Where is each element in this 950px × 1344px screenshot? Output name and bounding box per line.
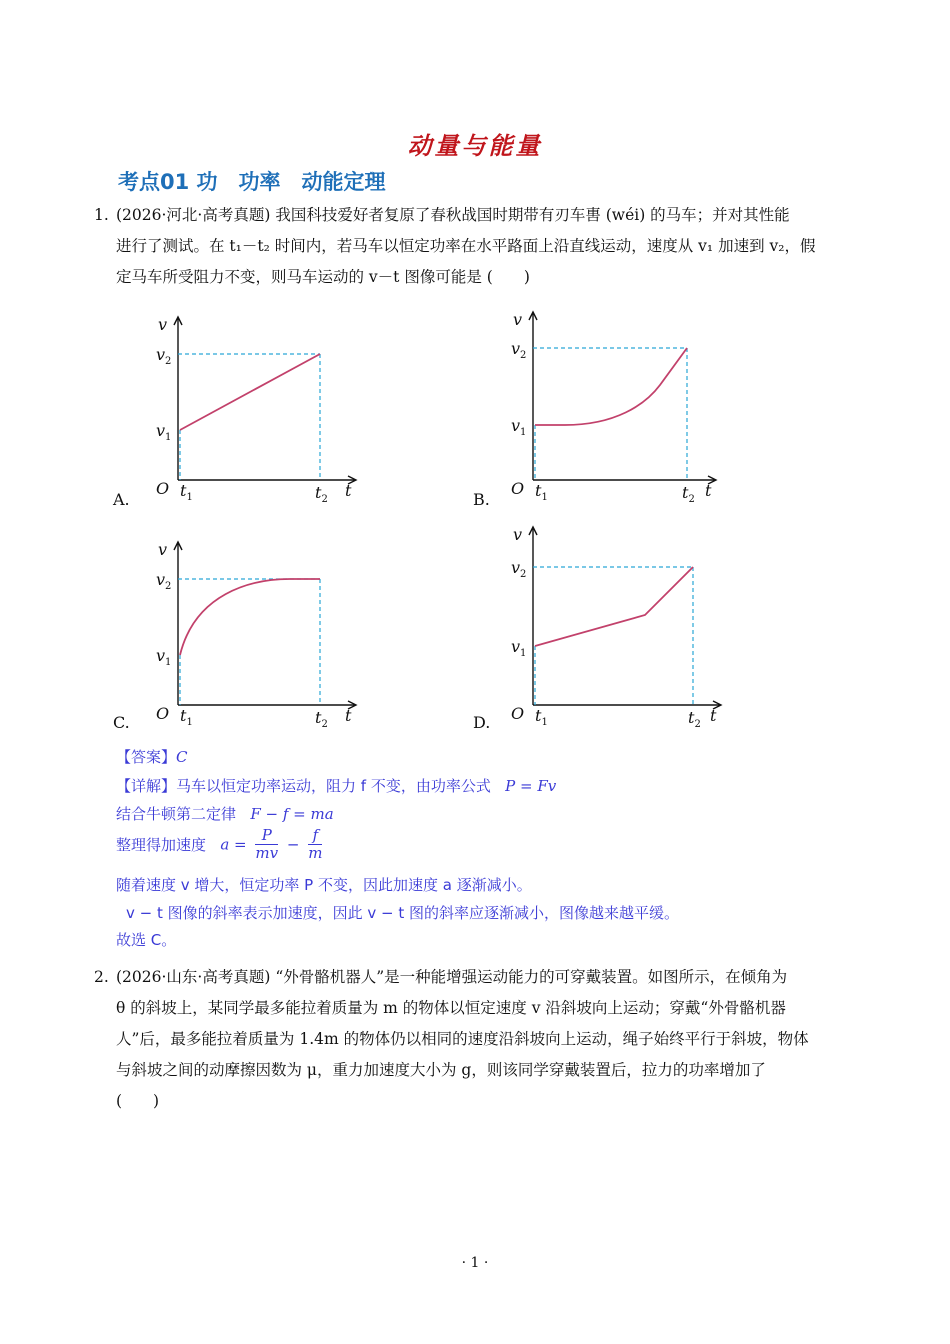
vt-curve — [535, 567, 693, 646]
detail-line-3 — [116, 827, 326, 862]
fraction-f-over-m — [308, 827, 322, 862]
t1-label: $t_1$ — [535, 481, 548, 503]
v1-label: $v_1$ — [511, 416, 527, 438]
detail-text: 结合牛顿第二定律 — [116, 805, 237, 823]
origin-label: O — [511, 479, 525, 498]
vt-curve — [180, 579, 320, 655]
graph-option-d — [505, 520, 735, 730]
question-number: 2. — [94, 968, 109, 986]
v2-label: $v_2$ — [156, 570, 172, 592]
question-line: 进行了测试。在 t₁－t₂ 时间内，若马车以恒定功率在水平路面上沿直线运动，速度从 v₁ 加速到 v₂，假 — [116, 237, 816, 255]
fraction-denominator: m — [308, 844, 323, 862]
accel-lhs: a = — [220, 835, 247, 854]
graph-option-b — [505, 305, 735, 510]
v-axis-label: v — [513, 525, 523, 544]
t2-label: $t_2$ — [682, 483, 695, 505]
graph-option-a — [150, 310, 370, 510]
question-number: 1. — [94, 206, 109, 224]
detail-line-5: v − t 图像的斜率表示加速度，因此 v − t 图的斜率应逐渐减小，图像越来越平缓。 — [126, 904, 680, 922]
question-line: 定马车所受阻力不变，则马车运动的 v－t 图像可能是 ( ) — [116, 268, 530, 286]
v2-label: $v_2$ — [156, 345, 172, 367]
option-c-label: C. — [113, 713, 130, 732]
origin-label: O — [156, 704, 170, 723]
graph-option-c — [150, 535, 370, 735]
t2-label: $t_2$ — [315, 708, 328, 730]
question-line: 人”后，最多能拉着质量为 1.4m 的物体仍以相同的速度沿斜坡向上运动，绳子始终平行于斜坡，物体 — [116, 1030, 809, 1048]
detail-line-4: 随着速度 v 增大，恒定功率 P 不变，因此加速度 a 逐渐减小。 — [116, 876, 532, 894]
fraction-numerator: P — [255, 827, 278, 845]
v1-label: $v_1$ — [511, 637, 527, 659]
fraction-denominator: mv — [255, 844, 279, 862]
t1-label: $t_1$ — [535, 706, 548, 728]
t-axis-label: t — [705, 481, 712, 500]
t1-label: $t_1$ — [180, 481, 193, 503]
section-heading: 考点01 功 功率 动能定理 — [118, 170, 386, 194]
detail-line-2 — [116, 803, 334, 824]
t-axis-label: t — [710, 706, 717, 725]
answer-value: C — [176, 748, 188, 766]
answer-label: 【答案】 — [116, 748, 177, 766]
question-line: ( ) — [116, 1092, 160, 1110]
t-axis-label: t — [345, 481, 352, 500]
v2-label: $v_2$ — [511, 339, 527, 361]
fraction-p-over-mv — [255, 827, 278, 862]
detail-label: 【详解】 — [116, 777, 177, 795]
origin-label: O — [156, 479, 170, 498]
document-title: 动量与能量 — [407, 131, 543, 160]
option-d-label: D. — [473, 713, 491, 732]
v1-label: $v_1$ — [156, 421, 172, 443]
question-line: (2026·河北·高考真题) 我国科技爱好者复原了春秋战国时期带有刃车軎 (wéi) 的马车；并对其性能 — [116, 206, 790, 224]
t-axis-label: t — [345, 706, 352, 725]
origin-label: O — [511, 704, 525, 723]
vt-curve — [535, 348, 687, 425]
t2-label: $t_2$ — [315, 483, 328, 505]
detail-line-6: 故选 C。 — [116, 931, 177, 949]
v1-label: $v_1$ — [156, 646, 172, 668]
minus-sign: − — [286, 835, 300, 854]
question-line: θ 的斜坡上，某同学最多能拉着质量为 m 的物体以恒定速度 v 沿斜坡向上运动；穿戴“外骨骼机器 — [116, 999, 786, 1017]
page-number: · 1 · — [461, 1255, 489, 1271]
answer-line — [116, 746, 188, 767]
question-2-text — [94, 962, 870, 1117]
fraction-numerator: f — [308, 827, 322, 845]
detail-text: 整理得加速度 — [116, 836, 207, 854]
t2-label: $t_2$ — [688, 708, 701, 730]
v-axis-label: v — [513, 310, 523, 329]
detail-text: 马车以恒定功率运动，阻力 f 不变，由功率公式 — [176, 777, 491, 795]
question-line: 与斜坡之间的动摩擦因数为 μ，重力加速度大小为 g，则该同学穿戴装置后，拉力的功率增加了 — [116, 1061, 766, 1079]
newton-formula: F − f = ma — [250, 805, 334, 823]
t1-label: $t_1$ — [180, 706, 193, 728]
power-formula: P = Fv — [505, 777, 557, 795]
detail-line-1 — [116, 775, 556, 796]
vt-curve — [180, 354, 320, 430]
option-b-label: B. — [473, 490, 490, 509]
v-axis-label: v — [158, 540, 168, 559]
option-a-label: A. — [113, 490, 130, 509]
question-line: (2026·山东·高考真题) “外骨骼机器人”是一种能增强运动能力的可穿戴装置。如图所示，在倾角为 — [116, 968, 788, 986]
v-axis-label: v — [158, 315, 168, 334]
v2-label: $v_2$ — [511, 558, 527, 580]
question-1-text — [94, 200, 870, 293]
